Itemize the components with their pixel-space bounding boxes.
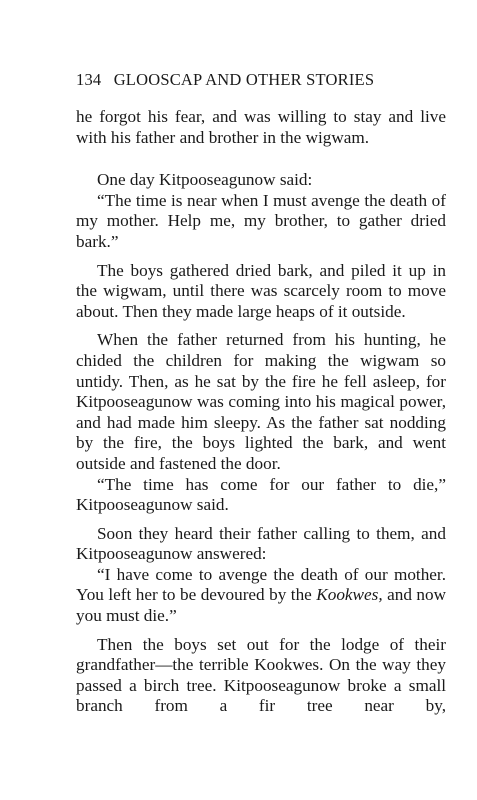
italic-word: Kookwes, [316, 585, 383, 605]
paragraph: Soon they heard their father calling to them, and Kitpooseagunow answered: [76, 523, 446, 564]
paragraph: he forgot his fear, and was willing to stay and live with his father and brother in the wigwam. [76, 107, 446, 147]
paragraph: “The time has come for our father to die,” Kitpooseagunow said. [76, 474, 446, 515]
paragraph: Then the boys set out for the lodge of their grandfather—the terrible Kookwes. On the way they passed a birch tree. Kitpooseagunow broke a small branch from a fir tree near by, [76, 634, 446, 716]
running-head [76, 70, 446, 90]
running-title: GLOOSCAP AND OTHER STORIES [113, 70, 375, 89]
book-page [76, 70, 446, 717]
paragraph: “The time is near when I must avenge the death of my mother. Help me, my brother, to gather dried bark.” [76, 190, 446, 251]
paragraph [76, 565, 446, 627]
paragraph: The boys gathered dried bark, and piled it up in the wigwam, until there was scarcely room to move about. Then they made large heaps of it outside. [76, 260, 446, 321]
page-number: 134 [76, 70, 102, 89]
paragraph: One day Kitpooseagunow said: [97, 170, 313, 190]
paragraph-text: and now you must die.” [76, 585, 446, 626]
paragraph: When the father returned from his hunting, he chided the children for making the wigwam so untidy. Then, as he sat by the fire he fell asleep, for Kitpooseagunow was coming into his magical power, and had made him sleepy. As the father sat nodding by the fire, the boys lighted the bark, and went outside and fastened the door. [76, 330, 446, 473]
body-text [76, 107, 446, 717]
paragraph-text: “I have come to avenge the death of our mother. You left her to be devoured by the [76, 564, 446, 605]
